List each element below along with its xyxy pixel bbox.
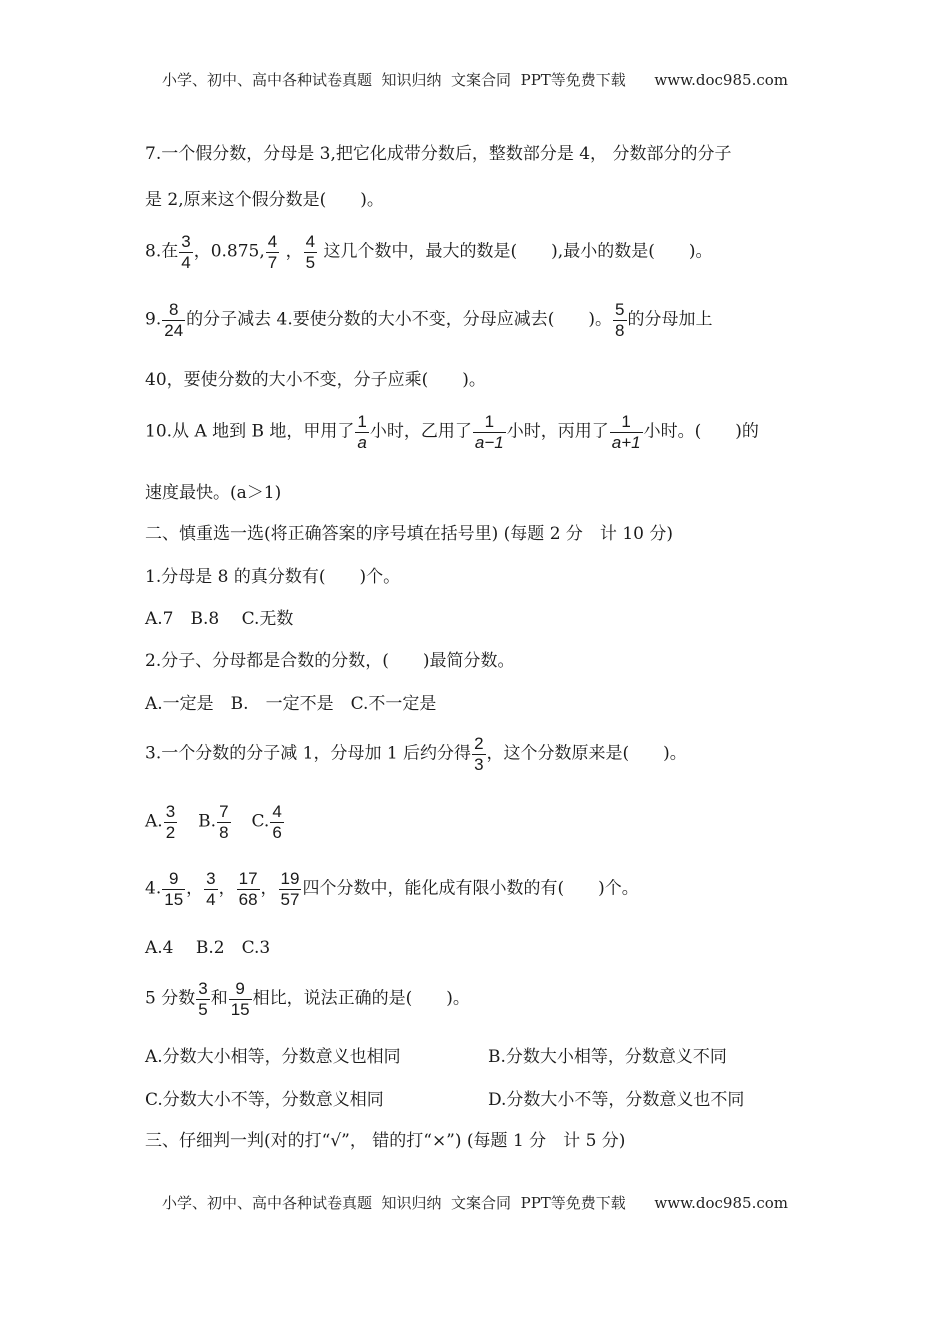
- q9-fraction-2: $\frac{5}{8}$: [615, 300, 625, 340]
- q10: [145, 412, 759, 452]
- s2-q1: 1.分母是 8 的真分数有( )个。: [145, 567, 401, 587]
- q9-prefix: 9.: [145, 309, 162, 330]
- s2-q5-option-a: A.分数大小相等，分数意义也相同: [145, 1047, 401, 1067]
- s2-q1-options: A.7 B.8 C.无数: [145, 609, 294, 629]
- q10-prefix: 10.从 A 地到 B 地，甲用了: [145, 421, 355, 442]
- q10-fraction-3: $\frac{1}{a+1}$: [611, 412, 641, 452]
- s2-q4-options: A.4 B.2 C.3: [145, 938, 271, 958]
- s2-q3-option-c-fraction: $\frac{4}{6}$: [272, 802, 282, 842]
- s2-q4-sep-3: ，: [260, 878, 278, 899]
- q8-prefix: 8.在: [145, 241, 179, 262]
- s2-q5-option-b: B.分数大小相等，分数意义不同: [488, 1047, 727, 1067]
- s2-q3: [145, 734, 687, 774]
- s2-q3-option-a-fraction: $\frac{3}{2}$: [165, 802, 176, 842]
- q8-mid-2: ，: [280, 241, 303, 262]
- q10-mid-1: 小时，乙用了: [369, 421, 472, 442]
- s2-q3-options: [145, 802, 285, 842]
- s2-q5: [145, 979, 470, 1019]
- s2-q4-suffix: 四个分数中，能化成有限小数的有( )个。: [302, 878, 639, 899]
- s2-q4-prefix: 4.: [145, 878, 162, 899]
- q8-fraction-3: $\frac{4}{5}$: [305, 232, 316, 272]
- s2-q4-fraction-3: $\frac{17}{68}$: [238, 869, 258, 909]
- s2-q5-fraction-1: $\frac{3}{5}$: [198, 979, 208, 1019]
- q10-mid-2: 小时，丙用了: [506, 421, 609, 442]
- s2-q3-option-b-fraction: $\frac{7}{8}$: [219, 802, 229, 842]
- s2-q5-mid: 和: [210, 988, 228, 1009]
- s2-q4-sep-2: ，: [218, 878, 236, 899]
- s2-q3-fraction: $\frac{2}{3}$: [474, 734, 484, 774]
- s2-q2-options: A.一定是 B. 一定不是 C.不一定是: [145, 694, 437, 714]
- s2-q3-suffix: ，这个分数原来是( )。: [486, 743, 687, 764]
- s2-q3-prefix: 3.一个分数的分子减 1，分母加 1 后约分得: [145, 743, 472, 764]
- q7-line-1: 7.一个假分数，分母是 3,把它化成带分数后，整数部分是 4， 分数部分的分子: [145, 144, 732, 164]
- q8: [145, 232, 712, 272]
- s2-q5-suffix: 相比，说法正确的是( )。: [252, 988, 470, 1009]
- q10-fraction-1: $\frac{1}{a}$: [357, 412, 367, 452]
- s2-q4-fraction-1: $\frac{9}{15}$: [164, 869, 184, 909]
- q9-fraction-1: $\frac{8}{24}$: [164, 300, 184, 340]
- s2-q4: [145, 869, 639, 909]
- q9-mid: 的分子减去 4.要使分数的大小不变，分母应减去( )。: [186, 309, 613, 330]
- q8-mid-1: ，0.875,: [193, 241, 265, 262]
- q9-line-2: 40，要使分数的大小不变，分子应乘( )。: [145, 370, 486, 390]
- s2-q4-fraction-4: $\frac{19}{57}$: [280, 869, 300, 909]
- s2-q5-option-c: C.分数大小不等，分数意义相同: [145, 1090, 384, 1110]
- q8-fraction-2: $\frac{4}{7}$: [267, 232, 278, 272]
- q10-fraction-2: $\frac{1}{a-1}$: [474, 412, 504, 452]
- s2-q2: 2.分子、分母都是合数的分数，( )最简分数。: [145, 651, 515, 671]
- q7-line-2: 是 2,原来这个假分数是( )。: [145, 190, 384, 210]
- q10-suffix: 小时。( )的: [643, 421, 759, 442]
- s2-q3-option-b: B.: [198, 811, 217, 832]
- s2-q3-option-c: C.: [251, 811, 270, 832]
- q8-fraction-1: $\frac{3}{4}$: [181, 232, 191, 272]
- s2-q5-option-d: D.分数大小不等，分数意义也不同: [488, 1090, 745, 1110]
- q8-suffix: 这几个数中，最大的数是( ),最小的数是( )。: [318, 241, 713, 262]
- q10-line-2: 速度最快。(a＞1): [145, 483, 282, 503]
- s2-q4-fraction-2: $\frac{3}{4}$: [206, 869, 216, 909]
- page-header: 小学、初中、高中各种试卷真题 知识归纳 文案合同 PPT等免费下载 www.doc985.com: [161, 71, 788, 89]
- s2-q5-fraction-2: $\frac{9}{15}$: [230, 979, 250, 1019]
- page-footer: 小学、初中、高中各种试卷真题 知识归纳 文案合同 PPT等免费下载 www.doc985.com: [161, 1194, 788, 1212]
- section-3-title: 三、仔细判一判(对的打“√”， 错的打“×”) (每题 1 分 计 5 分): [145, 1131, 626, 1151]
- section-2-title: 二、慎重选一选(将正确答案的序号填在括号里) (每题 2 分 计 10 分): [145, 524, 673, 544]
- q9: [145, 300, 713, 340]
- s2-q5-prefix: 5 分数: [145, 988, 196, 1009]
- q9-suffix: 的分母加上: [627, 309, 713, 330]
- s2-q4-sep-1: ，: [186, 878, 204, 899]
- s2-q3-option-a: A.: [145, 811, 163, 832]
